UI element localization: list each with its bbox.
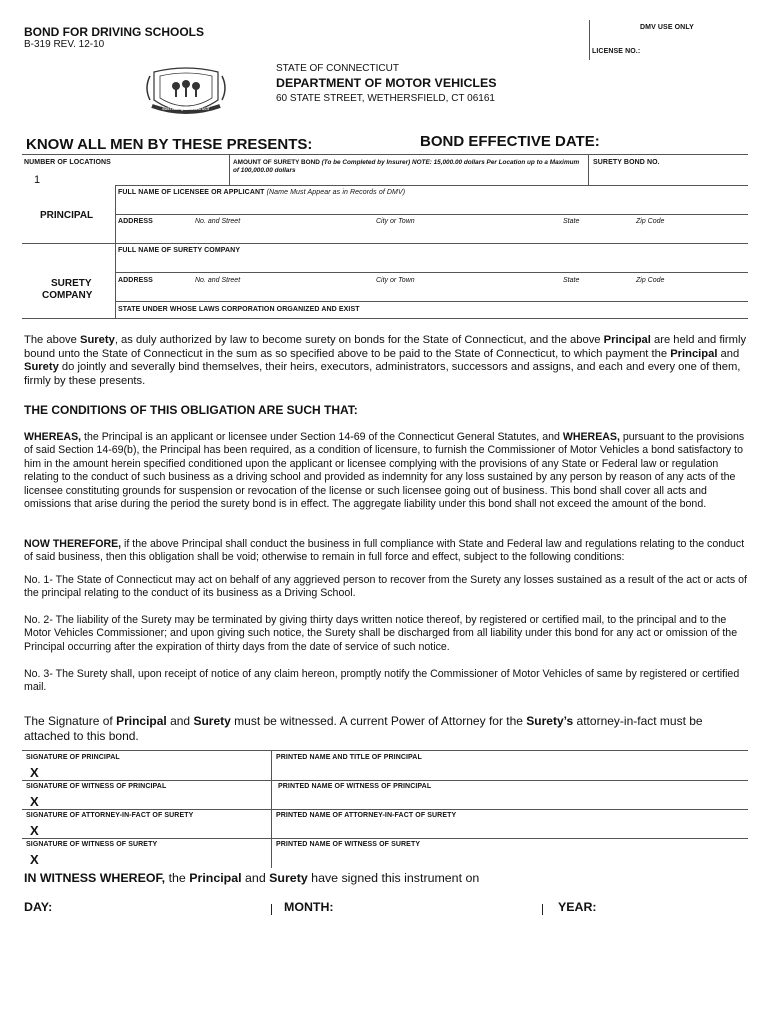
- sig-attorney-field[interactable]: [44, 822, 266, 836]
- table-rule: [115, 301, 748, 302]
- sig-grid-rule: [22, 838, 748, 839]
- surety-state-label: State: [563, 277, 580, 284]
- principal-label: PRINCIPAL: [40, 210, 94, 221]
- whereas-paragraph: WHEREAS, the Principal is an applicant or licensee under Section 14-69 of the Connecticut General Statutes, and WHEREAS, pursuant to the provisions of said Section 14-69(b), the Principal has been required, as a condition of licensure, to furnish the Commissioner of Motor Vehicles a bond satisfactory to him in the amount herein specified conditioned upon the applicant or licensee complying with the provisions of any State or Federal law or regulation relating to the conduct of such business as a driving school and provided as indemnity for any loss sustained by any person by reason of any acts of the licensee constituting grounds for suspension or revocation of the license or such licensee going out of business. This bond shall cover all acts and omissions that arise during the period the surety bond is in effect. The aggregate liability under this bond shall not exceed the amount of the bond.: [24, 431, 745, 511]
- state-label: State: [563, 218, 580, 225]
- state-under-label: STATE UNDER WHOSE LAWS CORPORATION ORGANIZED AND EXIST: [118, 306, 360, 313]
- know-all-heading: KNOW ALL MEN BY THESE PRESENTS:: [26, 136, 313, 153]
- printed-witness-principal-field[interactable]: [276, 793, 744, 807]
- surety-label-2: COMPANY: [42, 290, 93, 301]
- intro-paragraph: The above Surety, as duly authorized by law to become surety on bonds for the State of Connecticut, and the above Principal are held and firmly bound unto the State of Connecticut in the sum as so specified above to be paid to the State of Connecticut, to which payment the Principal and Surety do jointly and severally bind themselves, their heirs, executors, administrators, successors and assigns, and each and every one of them, firmly by these presents.: [24, 334, 747, 387]
- num-locations-label: NUMBER OF LOCATIONS: [24, 159, 111, 166]
- conditions-heading: THE CONDITIONS OF THIS OBLIGATION ARE SUCH THAT:: [24, 403, 358, 417]
- sig-grid-rule: [22, 780, 748, 781]
- sig-witness-principal-field[interactable]: [44, 793, 266, 807]
- bond-effective-label: BOND EFFECTIVE DATE:: [420, 133, 600, 150]
- surety-address-field[interactable]: [118, 287, 744, 300]
- table-divider: [229, 154, 230, 185]
- department-name: DEPARTMENT OF MOTOR VEHICLES: [276, 76, 497, 90]
- table-divider: [588, 154, 589, 185]
- surety-label-1: SURETY: [51, 278, 92, 289]
- no-street-label: No. and Street: [195, 218, 241, 225]
- principal-address-field[interactable]: [118, 228, 744, 242]
- signature-instruction: The Signature of Principal and Surety must be witnessed. A current Power of Attorney for the Surety’s attorney-in-fact must be attached to this bond.: [24, 714, 703, 743]
- seal-motto: SUSTINET QUI TRANSTULIT: [162, 107, 210, 111]
- day-field[interactable]: [62, 899, 267, 915]
- sig-grid-rule: [22, 750, 748, 751]
- witness-date-field[interactable]: [494, 870, 744, 886]
- address-label: ADDRESS: [118, 218, 153, 225]
- table-rule: [115, 185, 748, 186]
- printed-principal-field[interactable]: [276, 764, 744, 778]
- witness-statement: IN WITNESS WHEREOF, the Principal and Surety have signed this instrument on: [24, 871, 480, 885]
- printed-witness-surety-field[interactable]: [276, 851, 744, 865]
- date-separator: [542, 904, 543, 915]
- printed-attorney-field[interactable]: [276, 822, 744, 836]
- sig-witness-surety-field[interactable]: [44, 851, 266, 865]
- form-title: BOND FOR DRIVING SCHOOLS: [24, 25, 205, 39]
- condition-2: No. 2- The liability of the Surety may be terminated by giving thirty days written notice thereof, by registered or certified mail, to the principal and to the Motor Vehicles Commissioner; and upon giving such notice, the Surety shall be discharged from all liability under this bond for any act or omission of the Principal occurring after the expiration of thirty days from the date of service of such notice.: [24, 614, 738, 653]
- sig-attorney-label: SIGNATURE OF ATTORNEY-IN-FACT OF SURETY: [26, 812, 194, 819]
- table-divider: [115, 185, 116, 318]
- license-no-label: LICENSE NO.:: [592, 48, 641, 55]
- printed-principal-label: PRINTED NAME AND TITLE OF PRINCIPAL: [276, 754, 422, 761]
- department-address: 60 STATE STREET, WETHERSFIELD, CT 06161: [276, 93, 495, 104]
- form-number: B-319 REV. 12-10: [24, 39, 105, 50]
- surety-name-label: FULL NAME OF SURETY COMPANY: [118, 247, 241, 254]
- surety-bond-no-label: SURETY BOND NO.: [593, 159, 660, 166]
- surety-address-label: ADDRESS: [118, 277, 153, 284]
- surety-name-field[interactable]: [118, 256, 744, 270]
- dmv-box-border: [589, 20, 590, 60]
- table-rule: [22, 243, 748, 244]
- sig-grid-rule: [22, 809, 748, 810]
- zip-label: Zip Code: [636, 218, 665, 225]
- table-bottom-border: [22, 318, 748, 319]
- sig-witness-surety-x: X: [30, 852, 39, 867]
- table-rule: [115, 272, 748, 273]
- day-label: DAY:: [24, 900, 53, 914]
- month-label: MONTH:: [284, 900, 334, 914]
- surety-city-town-label: City or Town: [376, 277, 415, 284]
- year-field[interactable]: [602, 899, 744, 915]
- principal-name-field[interactable]: [118, 198, 744, 212]
- now-therefore-paragraph: NOW THEREFORE, if the above Principal shall conduct the business in full compliance with State and Federal law and regulations relating to the conduct of said business, then this obligation shall be void; otherwise to remain in full force and effect, subject to the following conditions:: [24, 538, 745, 564]
- surety-no-street-label: No. and Street: [195, 277, 241, 284]
- city-town-label: City or Town: [376, 218, 415, 225]
- sig-principal-x: X: [30, 765, 39, 780]
- sig-witness-principal-label: SIGNATURE OF WITNESS OF PRINCIPAL: [26, 783, 167, 790]
- num-locations-value[interactable]: 1: [34, 174, 41, 186]
- date-separator: [271, 904, 272, 915]
- table-rule: [115, 214, 748, 215]
- sig-principal-field[interactable]: [44, 764, 266, 778]
- sig-witness-surety-label: SIGNATURE OF WITNESS OF SURETY: [26, 841, 158, 848]
- condition-3: No. 3- The Surety shall, upon receipt of notice of any claim hereon, promptly notify the Commissioner of Motor Vehicles of same by registered or certified mail.: [24, 668, 740, 694]
- table-top-border: [22, 154, 748, 155]
- connecticut-seal-icon: [140, 66, 232, 120]
- printed-attorney-label: PRINTED NAME OF ATTORNEY-IN-FACT OF SURETY: [276, 812, 457, 819]
- month-field[interactable]: [338, 899, 538, 915]
- printed-witness-surety-label: PRINTED NAME OF WITNESS OF SURETY: [276, 841, 421, 848]
- dmv-use-only: DMV USE ONLY: [640, 24, 694, 31]
- year-label: YEAR:: [558, 900, 597, 914]
- sig-principal-label: SIGNATURE OF PRINCIPAL: [26, 754, 120, 761]
- sig-witness-principal-x: X: [30, 794, 39, 809]
- license-no-field[interactable]: [644, 45, 744, 57]
- printed-witness-principal-label: PRINTED NAME OF WITNESS OF PRINCIPAL: [278, 783, 432, 790]
- surety-zip-label: Zip Code: [636, 277, 665, 284]
- bond-effective-date-field[interactable]: [602, 133, 742, 151]
- state-name: STATE OF CONNECTICUT: [276, 63, 399, 74]
- sig-attorney-x: X: [30, 823, 39, 838]
- condition-1: No. 1- The State of Connecticut may act on behalf of any aggrieved person to recover from the Surety any losses sustained as a result of the act or acts of the principal relating to the conduct of its business as a Driving School.: [24, 574, 747, 600]
- full-name-label: FULL NAME OF LICENSEE OR APPLICANT (Name Must Appear as in Records of DMV): [118, 189, 406, 196]
- amount-label: AMOUNT OF SURETY BOND (To be Completed by Insurer) NOTE: 15,000.00 dollars Per Location up to a Maximum of 100,000.00 dollars: [233, 159, 580, 174]
